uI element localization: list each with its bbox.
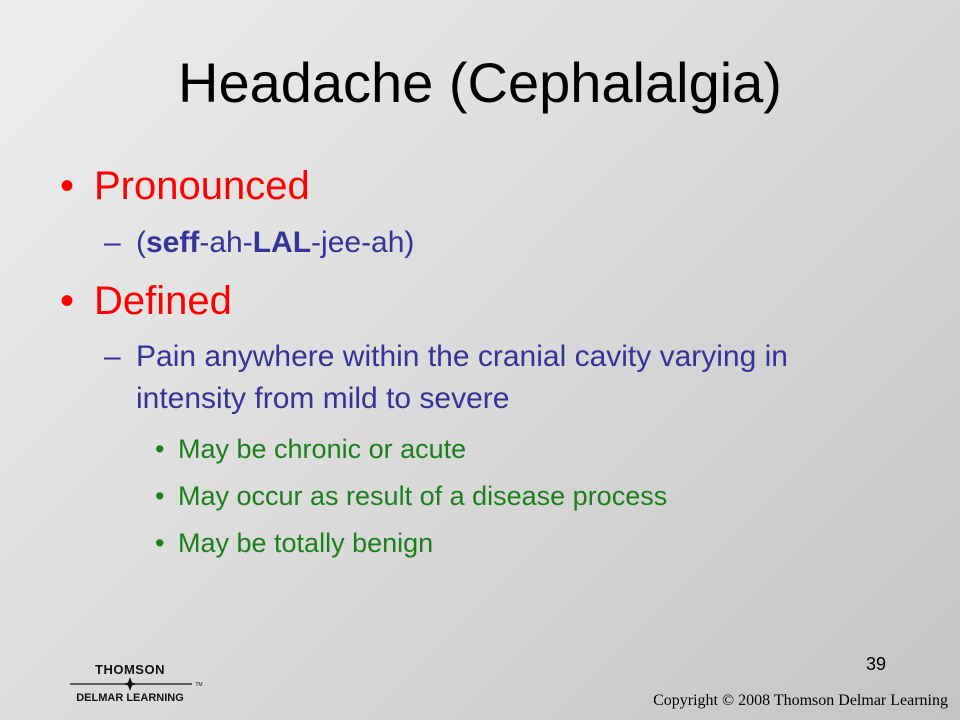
sub-point: • May be chronic or acute [155, 434, 467, 464]
bullet-label: Pronounced [94, 164, 310, 208]
dash-icon: – [104, 226, 121, 259]
star-icon [123, 677, 138, 691]
bullet-dot-icon: • [60, 164, 75, 208]
bullet-label: Defined [94, 279, 232, 323]
definition-line [104, 336, 796, 420]
slide-title: Headache (Cephalalgia) [178, 51, 782, 114]
sub-point: • May be totally benign [155, 528, 434, 558]
pronunciation-line [104, 222, 414, 264]
logo-graphic [68, 660, 208, 704]
sub-point: • May occur as result of a disease process [155, 481, 668, 511]
bullet-defined [60, 281, 232, 321]
publisher-logo [68, 660, 208, 704]
svg-text:TM: TM [195, 682, 203, 688]
svg-text:THOMSON: THOMSON [95, 662, 165, 677]
definition-text: Pain anywhere within the cranial cavity varying in intensity from mild to severe [136, 340, 788, 415]
bullet-pronounced [60, 166, 310, 206]
bullet-dot-icon: • [155, 434, 165, 464]
slide-number: 39 [866, 654, 887, 674]
svg-text:DELMAR LEARNING: DELMAR LEARNING [76, 692, 184, 704]
bullet-dot-icon: • [60, 279, 75, 323]
copyright-notice: Copyright © 2008 Thomson Delmar Learning [653, 692, 948, 709]
pronunciation-text: (seff-ah-LAL-jee-ah) [136, 226, 415, 259]
bullet-dot-icon: • [155, 528, 165, 558]
bullet-dot-icon: • [155, 481, 165, 511]
dash-icon: – [104, 340, 121, 373]
